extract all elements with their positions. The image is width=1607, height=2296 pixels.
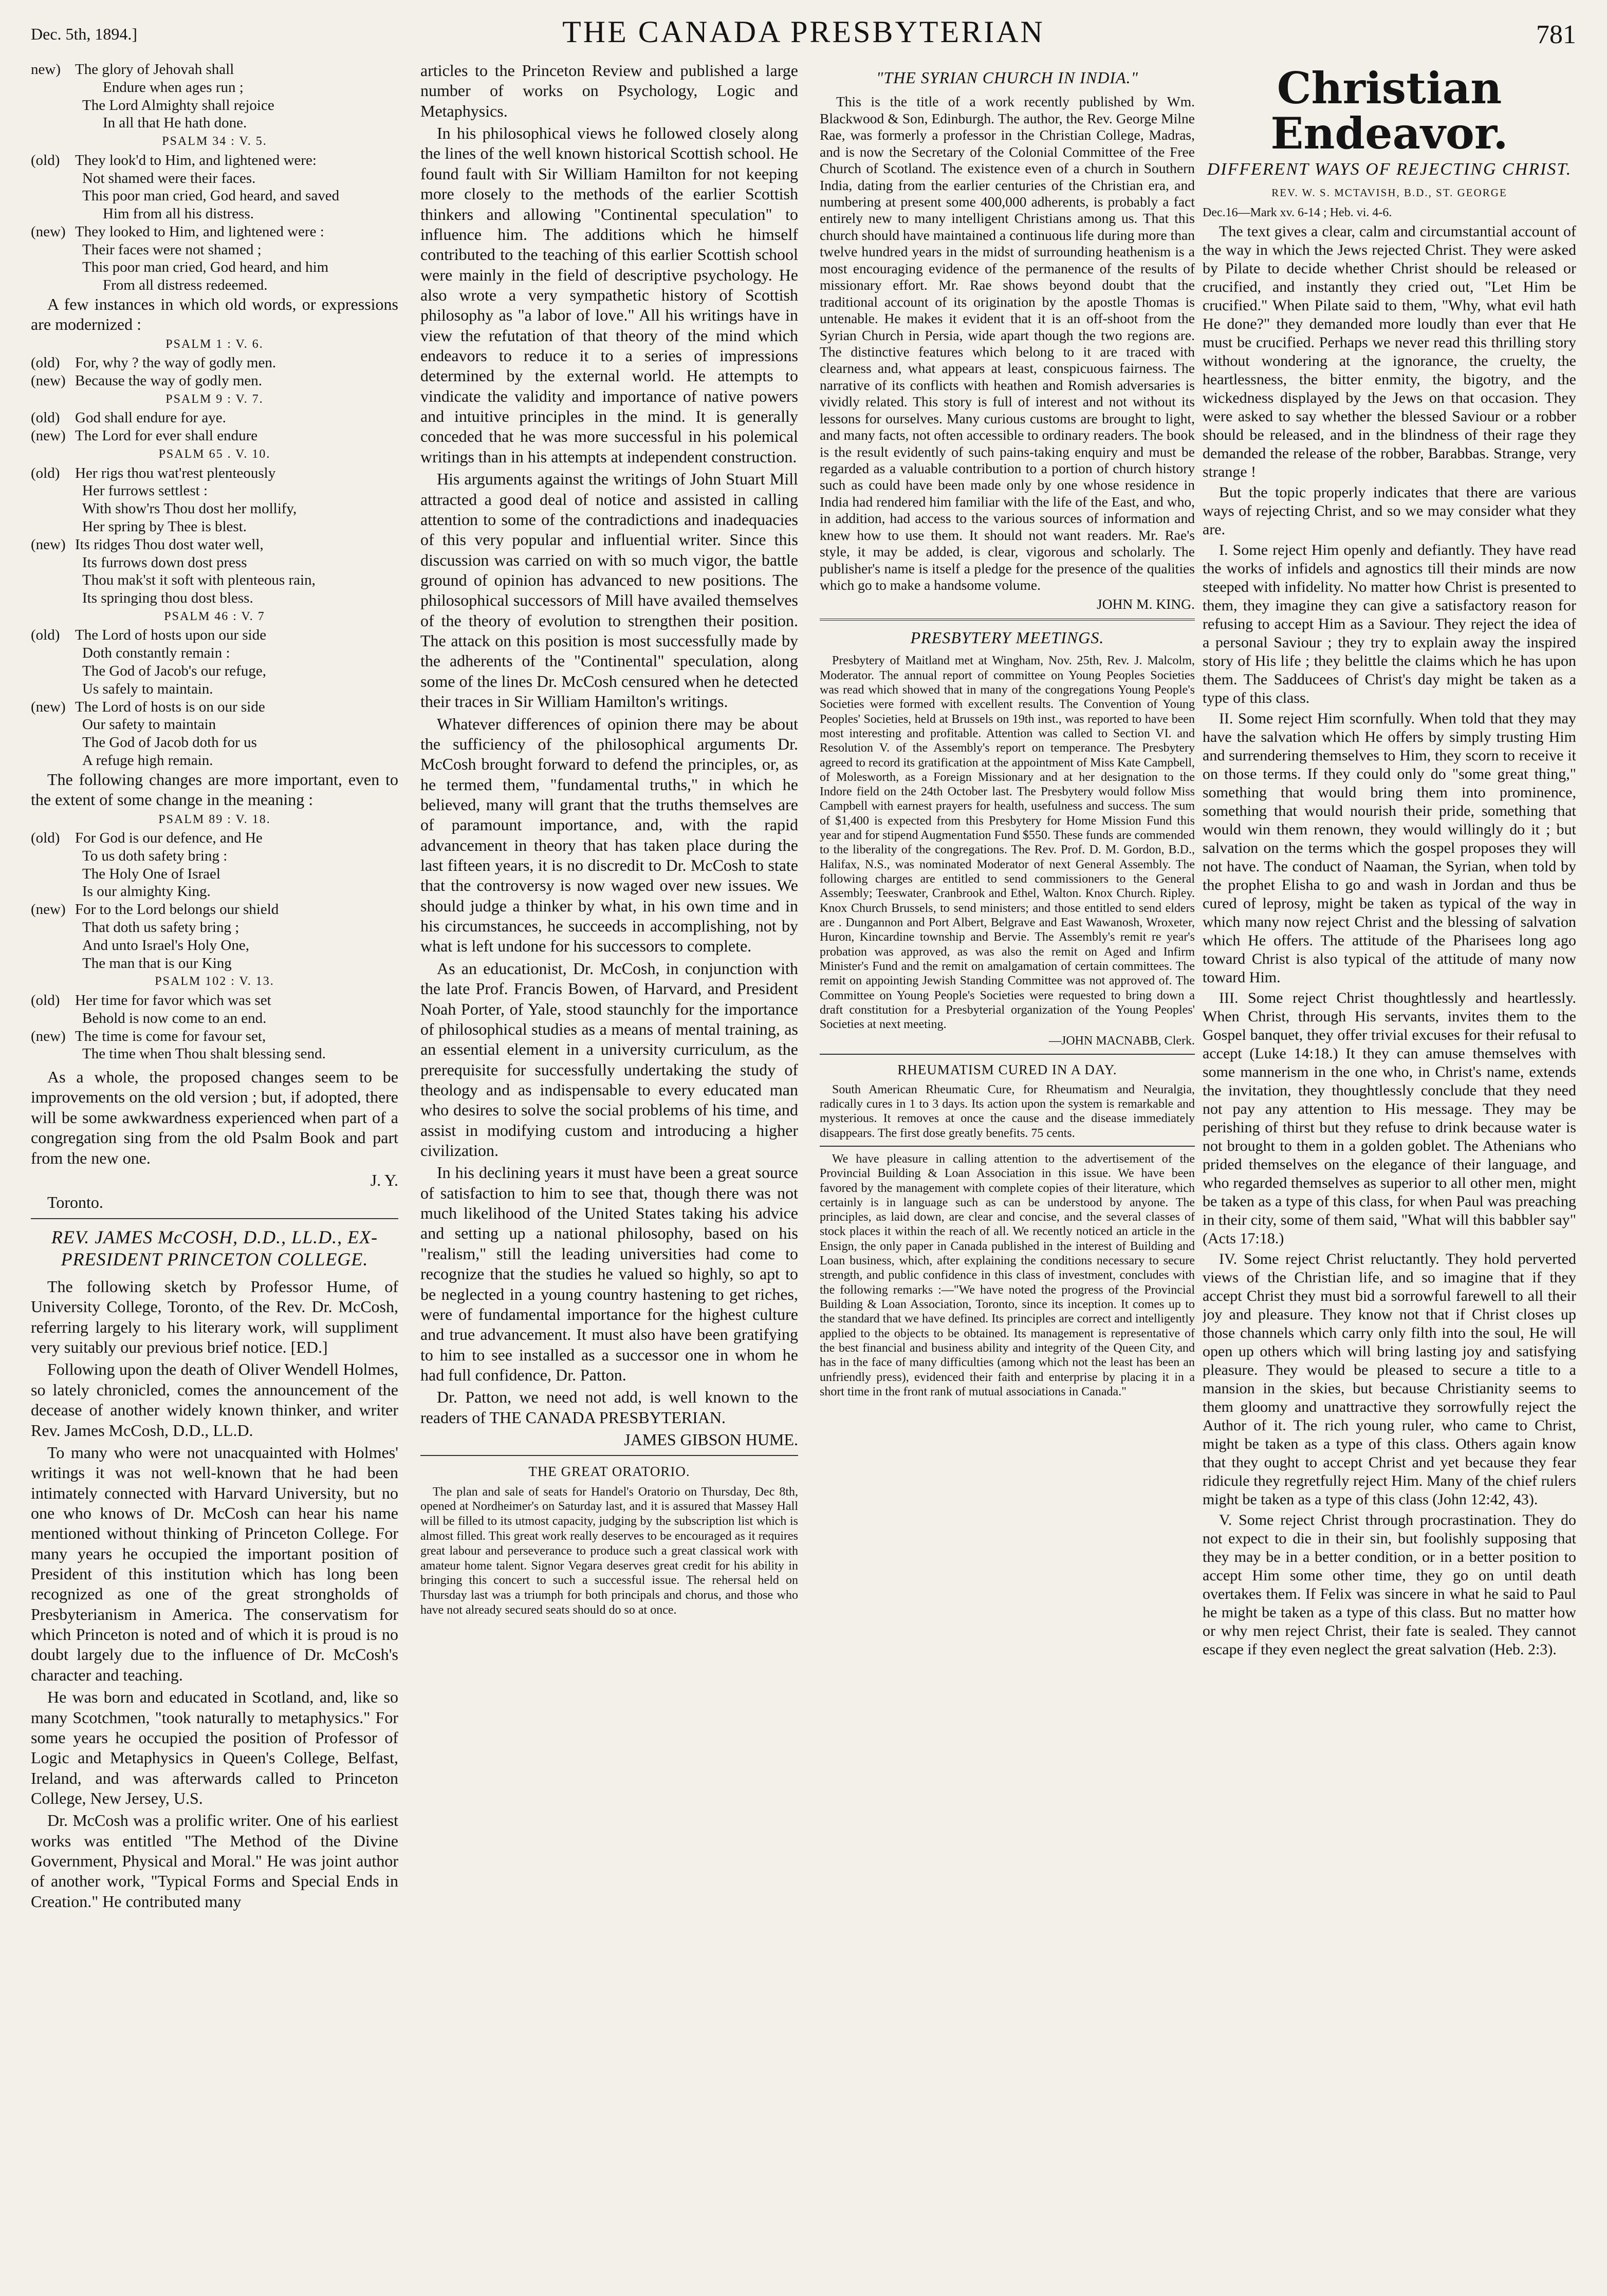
psalm-34-verses: (old) They look'd to Him, and lightened were: Not shamed were their faces. This poor man cried, God heard, and saved Him from all his distress. (new) They looked to Him, and lightened were : Their faces were not shamed ; This poor man cried, God heard, and him From all distress redeemed. (31, 152, 340, 294)
psalm-reference: PSALM 46 : V. 7 (164, 609, 265, 623)
psalm-102-verses: (old) Her time for favor which was set Behold is now come to an end. (new) The time is come for favour set, The time when Thou shalt blessing send. (31, 992, 326, 1062)
column-3 (820, 61, 1195, 2286)
psalm-reference: PSALM 1 : V. 6. (165, 337, 264, 351)
issue-date: Dec. 5th, 1894.] (31, 25, 138, 43)
paragraph: Dr. Patton, we need not add, is well known to the readers of THE CANADA PRESBYTERIAN. (420, 1388, 798, 1427)
paragraph: IV. Some reject Christ reluctantly. They hold perverted views of the Christian life, and so imagine that if they accept Christ they must bid a sorrowful farewell to all their joy and pleasure. They know not that if Christ closes up those channels which carry only filth into the soul, He will open up others which will bring lasting joy and satisfying pleasure. They would be pleased to secure a title to a mansion in the skies, but because Christianity seems to them gloomy and unattractive they sorrowfully reject the Author of it. The rich young ruler, who came to Christ, might be taken as a type of this class. Others again know that they ought to accept Christ and yet because they fear ridicule they regretfully reject Him. Many of the chief rulers might be taken as a type of this class (John 12:42, 43). (1203, 1250, 1576, 1508)
psalm-65-verses: (old) Her rigs thou wat'rest plenteously Her furrows settlest : With show'rs Thou dost her mollify, Her spring by Thee is blest. (new) Its ridges Thou dost water well, Its furrows down dost press Thou mak'st it soft with plenteous rain, Its springing thou dost bless. (31, 464, 316, 607)
paragraph: In his philosophical views he followed closely along the lines of the well known historical Scottish school. He found fault with Sir William Hamilton for not keeping more closely to the methods of the earlier Scottish thinkers and allowing "Continental speculation" to influence him. The additions which he himself contributed to the teaching of this earlier Scottish school were mainly in the field of descriptive psychology. He also wrote a very sympathetic history of Scottish philosophy as "a labor of love." All his writings have in view the refutation of that theory of the mind which endeavors to reduce it to a series of impressions determined by the external world. He attempts to vindicate the validity and importance of native powers and intuitive principles in the mind. It is generally conceded that he was more successful in his polemical writings than in his attempts at independent construction. (420, 124, 798, 466)
signature: —JOHN MACNABB, Clerk. (1048, 1034, 1195, 1048)
divider (820, 619, 1195, 621)
divider (31, 1218, 398, 1219)
paragraph: I. Some reject Him openly and defiantly. They have read the works of infidels and agnostics till their minds are now steeped with infidelity. No matter how Christ is presented to them, they imagine they can give a satisfactory reason for refusing to accept Him as a Saviour. They reject the idea of a personal Saviour ; they try to explain away the inspired story of His life ; they belittle the claims which he has upon them. The Sadducees of Christ's day might be taken as a type of this class. (1203, 542, 1576, 707)
column-4 (1203, 61, 1576, 2286)
paragraph: Presbytery of Maitland met at Wingham, Nov. 25th, Rev. J. Malcolm, Moderator. The annual report of committee on Young Peoples Societies was read which showed that in many of the congregations Young People's Societies were formed with excellent results. The Convention of Young Peoples' Societies, held at Brussels on 19th inst., was reported to have been most interesting and profitable. Attention was called to Section VI. and Resolution V. of the Assembly's report on temperance. The Presbytery agreed to record its gratification at the appointment of Miss Kate Campbell, of Molesworth, as a Foreign Missionary and at her designation to the Indore field on the 24th October last. The Presbytery would follow Miss Campbell with earnest prayers for health, usefulness and success. The sum of $1,400 is expected from this Presbytery for Home Mission Fund this year and for stipend Augmentation Fund $550. These funds are commended to the liberality of the congregations. The Rev. Prof. D. M. Gordon, B.D., Halifax, N.S., was nominated Moderator of next General Assembly. The following charges are entitled to send commissioners to the General Assembly; Teeswater, Cranbrook and Ethel, Walton. Knox Church. Ripley. Knox Church Brussels, to send ministers; and those entitled to send elders are . Dungannon and Port Albert, Belgrave and East Wawanosh, Wroxeter, Huron, Kincardine township and Bervie. The Assembly's remit re year's probation was approved, as was also the remit on Aged and Infirm Minister's Fund and the remit on amalgamation of certain committees. The remit on appointing Jewish Standing Committee was not approved of. The Committee on Young People's Societies were requested to bring down a draft constitution for a Presbyterial organization of the Young Peoples' Societies at next meeting. (820, 654, 1195, 1032)
paragraph: To many who were not unacquainted with Holmes' writings it was not well-known that he had been intimately connected with Harvard University, but no one who knows of Dr. McCosh can hear his name mentioned without thinking of Princeton College. For many years he occupied the important position of President of this institution which has long been recognized as one of the great strongholds of Presbyterianism in America. The conservatism for which Princeton is noted and of which it is proud is no doubt largely due to the influence of Dr. McCosh's character and teaching. (31, 1443, 398, 1684)
paragraph: The text gives a clear, calm and circumstantial account of the way in which the Jews rejected Christ. They were asked by Pilate to decide whether Christ should be released or crucified, and instantly they cried out, "Let Him be crucified." When Pilate said to them, "Why, what evil hath He done?" they demanded more loudly than ever that He must be crucified. Perhaps we never read this thrilling story without wondering at the ignorance, the cruelty, the heartlessness, the bitter enmity, the bigotry, and the wickedness displayed by the Jews on that occasion. They were asked to say whether the blessed Saviour or a robber should be released, and in the blindness of their rage they demanded the release of the robber, Barabbas. Strange, very strange ! (1203, 223, 1576, 481)
paragraph: As an educationist, Dr. McCosh, in conjunction with the late Prof. Francis Bowen, of Harvard, and President Noah Porter, of Yale, stood staunchly for the importance of philosophical studies as a means of mental training, as an essential element in a university curriculum, as the prerequisite for successfully undertaking the study of theology and as indispensable to every educated man who desires to solve the social problems of his time, and assist in modifying custom and introducing a higher civilization. (420, 959, 798, 1160)
paragraph: His arguments against the writings of John Stuart Mill attracted a good deal of notice and assisted in calling attention to some of the contradictions and inadequacies of this very popular and influential writer. Since this discussion was carried on with so much vigor, the battle ground of opinion has advanced to new positions. The philosophical successors of Mill have availed themselves of the theory of evolution to strengthen their position. The attack on this position is most successfully made by the adherents of the "Continental" speculation, along some of the lines Dr. McCosh censured when he detected their traces in Sir William Hamilton's writings. (420, 470, 798, 711)
dateline: Toronto. (47, 1193, 103, 1212)
paragraph: He was born and educated in Scotland, and, like so many Scotchmen, "took naturally to metaphysics." For some years he occupied the position of Professor of Logic and Metaphysics in Queen's College, Belfast, Ireland, and was afterwards called to Princeton College, New Jersey, U.S. (31, 1688, 398, 1807)
divider (820, 1054, 1195, 1055)
byline: REV. W. S. MCTAVISH, B.D., ST. GEORGE (1271, 186, 1507, 199)
signature: J. Y. (370, 1170, 398, 1189)
paragraph: But the topic properly indicates that there are various ways of rejecting Christ, and so we may consider what they are. (1203, 484, 1576, 538)
article-heading: REV. JAMES McCOSH, D.D., LL.D., EX-PRESIDENT PRINCETON COLLEGE. (51, 1226, 378, 1270)
psalm-block-top: new) The glory of Jehovah shall Endure when ages run ; The Lord Almighty shall rejoice In all that He hath done. (31, 61, 274, 132)
divider (820, 1146, 1195, 1147)
paragraph: articles to the Princeton Review and published a large number of works on Psychology, Logic and Metaphysics. (420, 61, 798, 120)
psalm-reference: PSALM 34 : V. 5. (162, 135, 267, 148)
psalm-reference: PSALM 9 : V. 7. (165, 392, 264, 406)
paragraph: Whatever differences of opinion there may be about the sufficiency of the philosophical arguments Dr. McCosh brought forward to defend the principles, or, as he termed them, "fundamental truths," in which he believed, many will grant that the truths themselves are of paramount importance, and, with the rapid advancement in theory that has taken place during the last fifteen years, it is no discredit to Dr. McCosh to state that the controversy is now waged over new issues. We should judge a thinker by what, in his own time and in his circumstances, he succeeds in accomplishing, not by what is left undone for his successors to complete. (420, 714, 798, 956)
paragraph: As a whole, the proposed changes seem to be improvements on the old version ; but, if adopted, there will be some awkwardness experienced when part of a congregation sing from the old Psalm Book and part from the new one. (31, 1068, 398, 1167)
paragraph: The following changes are more important, even to the extent of some change in the meaning : (31, 770, 398, 809)
section-heading: Christian Endeavor. (1270, 63, 1508, 159)
article-heading: THE GREAT ORATORIO. (528, 1464, 690, 1480)
signature: JOHN M. KING. (1097, 595, 1195, 612)
psalm-reference: PSALM 89 : V. 18. (158, 812, 271, 826)
psalm-reference: PSALM 102 : V. 13. (155, 975, 274, 988)
page-number: 781 (1536, 20, 1576, 49)
column-1: new) The glory of Jehovah shall Endure when ages run ; The Lord Almighty shall rejoice In all that He hath done. PSALM 34 : V. 5. (old) They look'd to Him, and lightened were: Not shamed were their faces. This poor man cried, God heard, and saved Him from all his distress. (new) They looked to Him, and lightened were : Their faces were not shamed ; This poor man cried, God heard, and him From all distress redeemed. A few instances in which old words, or expressions are modernized : PSALM 1 : V. 6. (old) For, why ? the way of godly men. (new) Because the way of godly men. PSALM 9 : V. 7. (old) God shall endure for aye. (new) The Lord for ever shall endure PSALM 65 . V. 10. (old) Her rigs thou wat'rest plenteously Her furrows settlest : With show'rs Thou dost her mollify, Her spring by Thee is blest. (new) Its ridges Thou dost water well, Its furrows down dost press Thou mak'st it soft with plenteous rain, Its springing thou dost bless. PSALM 46 : V. 7 (old) The Lord of hosts upon our side Doth constantly remain : The God of Jacob's our refuge, Us safely to maintain. (new) The Lord of hosts is on our side Our safety to maintain The God of Jacob doth for us A refuge high remain. The following changes are more important, even to the extent of some change in the meaning : PSALM 89 : V. 18. (old) For God is our defence, and He To us doth safety bring : The Holy One of Israel Is our almighty King. (new) For to the Lord belongs our shield That doth us safety bring ; And unto Israel's Holy One, The man that is our King PSALM 102 : V. 13. (old) Her time for favor which was set Behold is now come to an end. (new) The time is come for favour set, The time when Thou shalt blessing send. As a whole, the proposed changes seem to be improvements on the old version ; but, if adopted, there will be some awkwardness experienced when part of a congregation sing from the old Psalm Book and part from the new one. J. Y. Toronto. REV. JAMES McCOSH, D.D., LL.D., EX-PRESIDENT PRINCETON COLLEGE. The following sketch by Professor Hume, of University College, Toronto, of the Rev. Dr. McCosh, referring largely to his literary work, will suppliment very suitably our previous brief notice. [ED.] Following upon the death of Oliver Wendell Holmes, so lately chronicled, comes the announcement of the decease of another widely known thinker, and writer Rev. James McCosh, D.D., LL.D. To many who were not unacquainted with Holmes' writings it was not well-known that he had been intimately connected with Harvard University, but no one who knows of Dr. McCosh can hear his name mentioned without thinking of Princeton College. For many years he occupied the important position of President of this institution which has long been recognized as one of the great strongholds of Presbyterianism in America. The conservatism for which Princeton is noted and of which it is proud is no doubt largely due to the influence of Dr. McCosh's character and teaching. He was born and educated in Scotland, and, like so many Scotchmen, "took naturally to metaphysics." For some years he occupied the position of Professor of Logic and Metaphysics in Queen's College, Belfast, Ireland, and was afterwards called to Princeton College, New Jersey, U.S. Dr. McCosh was a prolific writer. One of his earliest works was entitled "The Method of the Divine Government, Physical and Moral." He was joint author of another work, "Typical Forms and Special Ends in Creation." He contributed many (31, 61, 398, 2286)
psalm-46-verses: (old) The Lord of hosts upon our side Doth constantly remain : The God of Jacob's our refuge, Us safely to maintain. (new) The Lord of hosts is on our side Our safety to maintain The God of Jacob doth for us A refuge high remain. (31, 627, 267, 769)
paragraph: In his declining years it must have been a great source of satisfaction to him to see that, though there was not much likelihood of the United States taking his advice and setting up a national philosophy, based on his "realism," still the leading universities had come to recognize that the studies he valued so highly, so apt to be neglected in a young country hastening to get riches, were of fundamental importance for the highest culture and true advancement. It must also have been gratifying to him to see installed as a successor one in whom he had full confidence, Dr. Patton. (420, 1163, 798, 1384)
column-2 (420, 61, 798, 2286)
article-heading: DIFFERENT WAYS OF REJECTING CHRIST. (1207, 160, 1572, 179)
scripture-reference: Dec.16—Mark xv. 6-14 ; Heb. vi. 4-6. (1203, 206, 1392, 220)
article-heading: "THE SYRIAN CHURCH IN INDIA." (876, 68, 1139, 87)
paragraph: II. Some reject Him scornfully. When told that they may have the salvation which He offers by simply trusting Him and surrendering themselves to Him, they scorn to receive it on those terms. If they could only do "some great thing," something that would bring them into prominence, something that would nourish their pride, something that would win them renown, they would willingly do it ; but salvation on the terms which the gospel proposes they will not have. The conduct of Naaman, the Syrian, when told by the prophet Elisha to go and wash in Jordan and thus be cured of leprosy, might be taken as typical of the way in which many now reject Christ and the blessing of salvation which He offers. The attitude of the Pharisees long ago toward Christ is also typical of the attitude of many now toward Him. (1203, 710, 1576, 986)
signature: JAMES GIBSON HUME. (624, 1430, 798, 1449)
paragraph: We have pleasure in calling attention to the advertisement of the Provincial Building & Loan Association in this issue. We have been favored by the management with complete copies of their literature, which certainly is in language such as can be understood by anyone. The principles, as laid down, are clear and concise, and the several classes of stock places it within the reach of all. We recently noticed an article in the Ensign, the only paper in Canada published in the interest of Building and Loan business, which, after explaining the conditions necessary to secure strength, and public confidence in this class of investment, concludes with the following remarks :—"We have noted the progress of the Provincial Building & Loan Association, Toronto, since its inception. It comes up to the standard that we have defined. Its principles are correct and intelligently applied to the objects to be obtained. Its management is representative of the best financial and business ability and integrity of the Queen City, and has in the face of many difficulties (among which not the least has been an unfriendly press), evidenced their faith and enterprise by placing it in a short time in the front rank of mutual associations in Canada." (820, 1152, 1195, 1398)
masthead-title: THE CANADA PRESBYTERIAN (562, 15, 1045, 49)
paragraph: This is the title of a work recently published by Wm. Blackwood & Son, Edinburgh. The author, the Rev. George Milne Rae, was formerly a professor in the Christian College, Madras, and is now the Secretary of the Colonial Committee of the Free Church of Scotland. The existence even of a church in Southern India, dating from the earlier centuries of the Christian era, and numbering at present some 400,000 adherents, is probably a fact entirely new to many intelligent Christians among us. That this church should have maintained a continuous life during more than twelve hundred years in the midst of surrounding heathenism is a most encouraging evidence of the permanence of the results of missionary effort. Mr. Rae shows beyond doubt that the traditional account of its origination by the apostle Thomas is untenable. He makes it evident that it is an off-shoot from the Syrian Church in Persia, wide apart though the two regions are. The distinctive features which belong to it are traced with clearness and, what appears at least, conspicuous fairness. The narrative of its conflicts with heathen and Romish adversaries is vividly related. This story is full of interest and not without its lessons for ourselves. Many curious customs are brought to light, and many facts, not often accessible to ordinary readers. The book is the result evidently of such pains-taking enquiry and must be regarded as a valuable contribution to a portion of church history such as could have been made only by one whose residence in India had rendered him familiar with the life of the East, and who, in addition, had access to the various sources of information and knew how to use them. It should not want readers. Mr. Rae's style, it may be added, is clear, vigorous and scholarly. The publisher's name is itself a pledge for the presence of the qualities which go to make a handsome volume. (820, 94, 1195, 593)
paragraph: III. Some reject Christ thoughtlessly and heartlessly. When Christ, through His servants, invites them to the Gospel banquet, they offer trivial excuses for their refusal to accept (Luke 14:18.) It they can amuse themselves with some mannerism in the one who, in Christ's name, extends the invitation, they thoughtlessly conclude that they need not pay any attention to His message. They may be perishing of thirst but they refuse to drink because water is not brought to them in a golden goblet. The Athenians who prided themselves on the elegance of their language, and who regarded themselves as superior to all other men, might be taken as a type of this class, for when Paul was preaching in their city, some of them said, "What will this babbler say" (Acts 17:18.) (1203, 990, 1576, 1247)
paragraph: A few instances in which old words, or expressions are modernized : (31, 295, 398, 334)
psalm-89-verses: (old) For God is our defence, and He To us doth safety bring : The Holy One of Israel Is our almighty King. (new) For to the Lord belongs our shield That doth us safety bring ; And unto Israel's Holy One, The man that is our King (31, 830, 279, 972)
paragraph: The following sketch by Professor Hume, of University College, Toronto, of the Rev. Dr. McCosh, referring largely to his literary work, will suppliment very suitably our previous brief notice. [ED.] (31, 1277, 398, 1357)
psalm-reference: PSALM 65 . V. 10. (158, 447, 271, 461)
page-header (31, 11, 1576, 52)
paragraph: South American Rheumatic Cure, for Rheumatism and Neuralgia, radically cures in 1 to 3 days. Its action upon the system is remarkable and mysterious. It removes at once the cause and the disease immediately disappears. The first dose greatly benefits. 75 cents. (820, 1082, 1195, 1140)
article-heading: RHEUMATISM CURED IN A DAY. (897, 1061, 1117, 1077)
paragraph: Dr. McCosh was a prolific writer. One of his earliest works was entitled "The Method of the Divine Government, Physical and Moral." He was joint author of another work, "Typical Forms and Special Ends in Creation." He contributed many (31, 1811, 398, 1911)
paragraph: Following upon the death of Oliver Wendell Holmes, so lately chronicled, comes the announcement of the decease of another widely known thinker, and writer Rev. James McCosh, D.D., LL.D. (31, 1360, 398, 1440)
divider (420, 1455, 798, 1456)
article-heading: PRESBYTERY MEETINGS. (910, 628, 1104, 647)
paragraph: V. Some reject Christ through procrastination. They do not expect to die in their sin, but foolishly supposing that they may be in a better condition, or in a better position to accept Him some other time, they go on until death overtakes them. If Felix was sincere in what he said to Paul he might be taken as a type of this class. But no matter how or why men reject Christ, their fate is sealed. They cannot escape if they even neglect the great salvation (Heb. 2:3). (1203, 1511, 1576, 1658)
paragraph: The plan and sale of seats for Handel's Oratorio on Thursday, Dec 8th, opened at Nordheimer's on Saturday last, and it is assured that Massey Hall will be filled to its utmost capacity, judging by the subscription list which is almost filled. This great work really deserves to be encouraged as it requires great labour and perseverance to produce such a great classical work with amateur home talent. Signor Vegara deserves great credit for his ability in bringing this concert to such a successful issue. The rehersal held on Thursday last was a triumph for both principals and chorus, and those who have not already secured seats should do so at once. (420, 1485, 798, 1617)
